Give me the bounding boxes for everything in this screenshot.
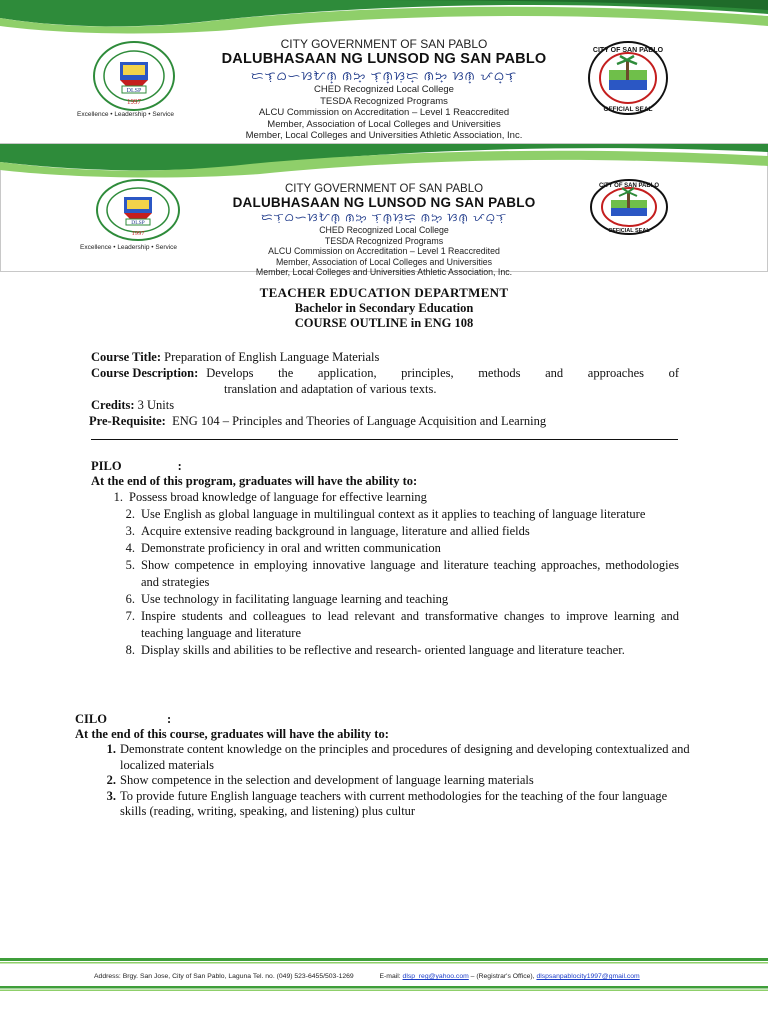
footer-email-label: E-mail: <box>379 973 401 980</box>
prerequisite-value: ENG 104 – Principles and Theories of Language Acquisition and Learning <box>172 414 547 428</box>
accreditation-line: Member, Local Colleges and Universities Athletic Association, Inc. <box>245 130 523 141</box>
pilo-item <box>91 506 679 523</box>
pilo-section <box>91 458 679 659</box>
pilo-list <box>91 489 679 659</box>
accreditation-line: Member, Association of Local Colleges and Universities <box>275 256 493 267</box>
registrar-email-link[interactable]: dlsp_reg@yahoo.com <box>402 973 469 980</box>
cilo-item-number: 3. <box>106 788 116 803</box>
pilo-item <box>91 608 679 642</box>
course-title-value: Preparation of English Language Materials <box>164 350 380 364</box>
baybayin-script-line: ᜇᜎᜓᜊᜑᜐᜀᜈ᜔ ᜈᜅ᜔ ᜎᜓᜈ᜔ᜐᜓᜇ᜔ ᜈᜅ᜔ ᜐᜈ᜔ ᜉᜊ᜔ᜎᜓ <box>250 69 518 83</box>
cilo-item-text: To provide future English language teachers with current methodologies for the teaching of the four language skills (reading, writing, speaking, and listening) plus cultur <box>120 788 668 818</box>
pilo-item-number: 6. <box>125 592 135 606</box>
city-government-label: CITY GOVERNMENT OF SAN PABLO <box>284 183 484 195</box>
svg-text:1997: 1997 <box>131 230 145 237</box>
cilo-item-number: 1. <box>106 742 116 756</box>
footer-email-note: – (Registrar's Office), <box>470 973 535 980</box>
course-description-row-2 <box>91 381 679 397</box>
cilo-section <box>75 711 695 820</box>
cilo-label: CILO <box>75 712 107 726</box>
pilo-item <box>91 557 679 591</box>
course-title-row <box>91 349 679 365</box>
pilo-item <box>91 642 679 659</box>
pilo-item-text: Show competence in employing innovative language and literature teaching approaches, methodologies and strategies <box>141 558 679 589</box>
baybayin-script-line: ᜇᜎᜓᜊᜑᜐᜀᜈ᜔ ᜈᜅ᜔ ᜎᜓᜈ᜔ᜐᜓᜇ᜔ ᜈᜅ᜔ ᜐᜈ᜔ ᜉᜊ᜔ᜎᜓ <box>260 212 508 224</box>
pilo-item-text: Display skills and abilities to be reflective and research- oriented language and literature teacher. <box>141 643 625 657</box>
pilo-item <box>91 591 679 608</box>
cilo-item <box>75 742 695 773</box>
svg-text:OFFICIAL SEAL: OFFICIAL SEAL <box>608 228 650 234</box>
prerequisite-row <box>89 413 679 429</box>
top-header-text <box>0 37 768 142</box>
pilo-item-number: 7. <box>125 609 135 623</box>
course-outline-title: COURSE OUTLINE in ENG 108 <box>294 316 474 330</box>
document-title-block <box>0 285 768 331</box>
accreditation-line: Member, Local Colleges and Universities Athletic Association, Inc. <box>255 267 513 277</box>
pilo-item-number: 4. <box>125 541 135 555</box>
college-email-link[interactable]: dlspsanpablocity1997@gmail.com <box>536 973 640 980</box>
credits-label: Credits: <box>91 398 135 412</box>
college-motto: Excellence • Leadership • Service <box>80 244 178 251</box>
pilo-item-text: Possess broad knowledge of language for effective learning <box>129 490 427 504</box>
svg-text:OFFICIAL SEAL: OFFICIAL SEAL <box>603 106 653 113</box>
pilo-item-text: Use English as global language in multilingual context as it applies to teaching of language literature <box>141 507 646 521</box>
pilo-heading <box>91 458 679 474</box>
footer-green-line <box>0 958 768 966</box>
cilo-item <box>75 789 695 820</box>
pilo-label: PILO <box>91 459 122 473</box>
cilo-item <box>75 773 695 789</box>
footer-address: Address: Brgy. San Jose, City of San Pablo, Laguna Tel. no. (049) 523-6455/503-1269 <box>94 973 354 980</box>
svg-text:DLSP: DLSP <box>126 88 142 94</box>
course-info <box>91 349 679 429</box>
credits-row <box>91 397 679 413</box>
second-header-swoosh <box>0 144 768 178</box>
prerequisite-label: Pre-Requisite: <box>89 414 166 428</box>
pilo-item-text: Demonstrate proficiency in oral and written communication <box>141 541 441 555</box>
course-description-line-2: translation and adaptation of various texts. <box>224 382 437 396</box>
cilo-heading <box>75 711 695 727</box>
pilo-item-text: Inspire students and colleagues to lead relevant and transformative changes to improve learning and teaching language and literature <box>141 609 679 640</box>
top-header-swoosh <box>0 0 768 36</box>
accreditation-line: TESDA Recognized Programs <box>324 235 444 246</box>
cilo-intro: At the end of this course, graduates will have the ability to: <box>75 727 389 741</box>
pilo-item-number: 1. <box>113 490 123 504</box>
pilo-intro: At the end of this program, graduates will have the ability to: <box>91 474 418 488</box>
pilo-item-number: 8. <box>125 643 135 657</box>
course-description-line-1: Develops the application, principles, methods and approaches of <box>206 366 679 380</box>
pilo-item-text: Use technology in facilitating language learning and teaching <box>141 592 449 606</box>
pilo-item <box>91 540 679 557</box>
second-header-text <box>0 183 768 278</box>
college-motto: Excellence • Leadership • Service <box>77 111 175 118</box>
svg-text:CITY OF SAN PABLO: CITY OF SAN PABLO <box>592 47 664 54</box>
college-name: DALUBHASAAN NG LUNSOD NG SAN PABLO <box>232 195 536 210</box>
section-divider <box>91 439 678 440</box>
city-government-label: CITY GOVERNMENT OF SAN PABLO <box>280 37 488 51</box>
cilo-item-text: Demonstrate content knowledge on the principles and procedures of designing and developing contextualized and localized materials <box>120 742 690 772</box>
svg-text:DLSP: DLSP <box>131 220 145 226</box>
accreditation-line: ALCU Commission on Accreditation – Level 1 Reaccredited <box>268 246 500 256</box>
svg-text:1997: 1997 <box>127 98 141 106</box>
accreditation-line: TESDA Recognized Programs <box>320 95 448 107</box>
accreditation-line: Member, Association of Local Colleges and Universities <box>267 118 501 130</box>
footer-bottom-line <box>0 986 768 992</box>
pilo-colon: : <box>177 459 182 473</box>
pilo-item-number: 3. <box>125 524 135 538</box>
pilo-item-number: 5. <box>125 558 135 572</box>
pilo-item <box>91 489 679 506</box>
accreditation-line: ALCU Commission on Accreditation – Level 1 Reaccredited <box>258 107 510 118</box>
department-title: TEACHER EDUCATION DEPARTMENT <box>259 285 509 300</box>
cilo-item-number: 2. <box>106 773 116 787</box>
course-description-row <box>91 365 679 381</box>
pilo-item-text: Acquire extensive reading background in language, literature and allied fields <box>141 524 530 538</box>
pilo-item <box>91 523 679 540</box>
footer-contact <box>94 973 640 980</box>
pilo-item-number: 2. <box>125 507 135 521</box>
credits-value: 3 Units <box>137 398 175 412</box>
accreditation-line: CHED Recognized Local College <box>319 225 449 235</box>
course-description-label: Course Description: <box>91 366 199 380</box>
svg-text:CITY OF SAN PABLO: CITY OF SAN PABLO <box>598 183 660 189</box>
cilo-colon: : <box>166 712 172 726</box>
cilo-list <box>75 742 695 820</box>
course-title-label: Course Title: <box>91 350 162 364</box>
program-title: Bachelor in Secondary Education <box>294 301 474 315</box>
college-name: DALUBHASAAN NG LUNSOD NG SAN PABLO <box>221 51 547 67</box>
cilo-item-text: Show competence in the selection and development of language learning materials <box>120 773 534 787</box>
accreditation-line: CHED Recognized Local College <box>314 84 454 95</box>
